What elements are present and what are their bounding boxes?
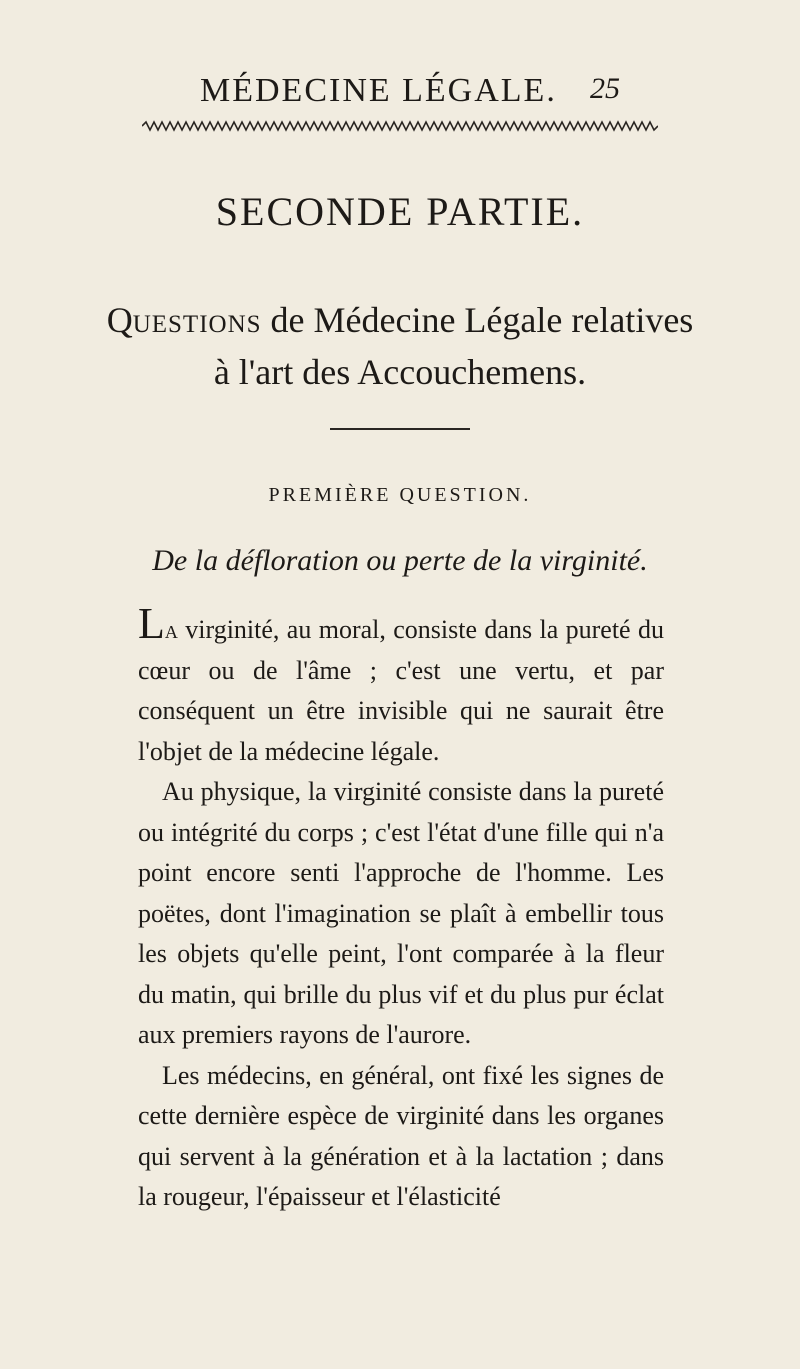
paragraph-2: Au physique, la virginité consiste dans la pureté ou intégrité du corps ; c'est l'état d'une fille qui n'a point encore senti l'approche de l'homme. Les poëtes, dont l'imagination se plaît à embellir tous les objets qu'elle peint, l'ont comparée à la fleur du matin, qui brille du plus vif et du plus pur éclat aux premiers rayons de l'aurore. <box>138 777 664 1049</box>
section-title <box>0 294 800 398</box>
paragraph-1-text: virginité, au moral, consiste dans la pureté du cœur ou de l'âme ; c'est une vertu, et par conséquent un être invisible qui ne saurait être l'objet de la médecine légale. <box>138 615 664 766</box>
ornamental-rule <box>142 120 658 132</box>
separator-rule <box>330 428 470 430</box>
body-text <box>138 599 664 1218</box>
drop-cap: L <box>138 599 165 648</box>
page-number: 25 <box>590 72 620 105</box>
question-label: PREMIÈRE QUESTION. <box>268 484 532 506</box>
paragraph-1-smallcap: a <box>164 615 178 644</box>
paragraph-3: Les médecins, en général, ont fixé les signes de cette dernière espèce de virginité dans les organes qui servent à la génération et à la lactation ; dans la rougeur, l'épaisseur et l'élasticité <box>138 1060 664 1211</box>
section-title-line-2: à l'art des Accouchemens. <box>213 352 587 392</box>
running-head <box>200 72 620 112</box>
section-title-line-1 <box>0 294 800 346</box>
question-subtitle: De la défloration ou perte de la virginité. <box>152 544 648 577</box>
section-title-smallcaps: uestions <box>132 300 262 340</box>
section-title-initial: Q <box>106 300 133 340</box>
running-head-title: MÉDECINE LÉGALE. <box>200 72 557 109</box>
part-title: SECONDE PARTIE. <box>215 189 585 234</box>
section-title-line-1-rest: de Médecine Légale relatives <box>261 300 694 340</box>
paragraph-1 <box>138 599 664 772</box>
